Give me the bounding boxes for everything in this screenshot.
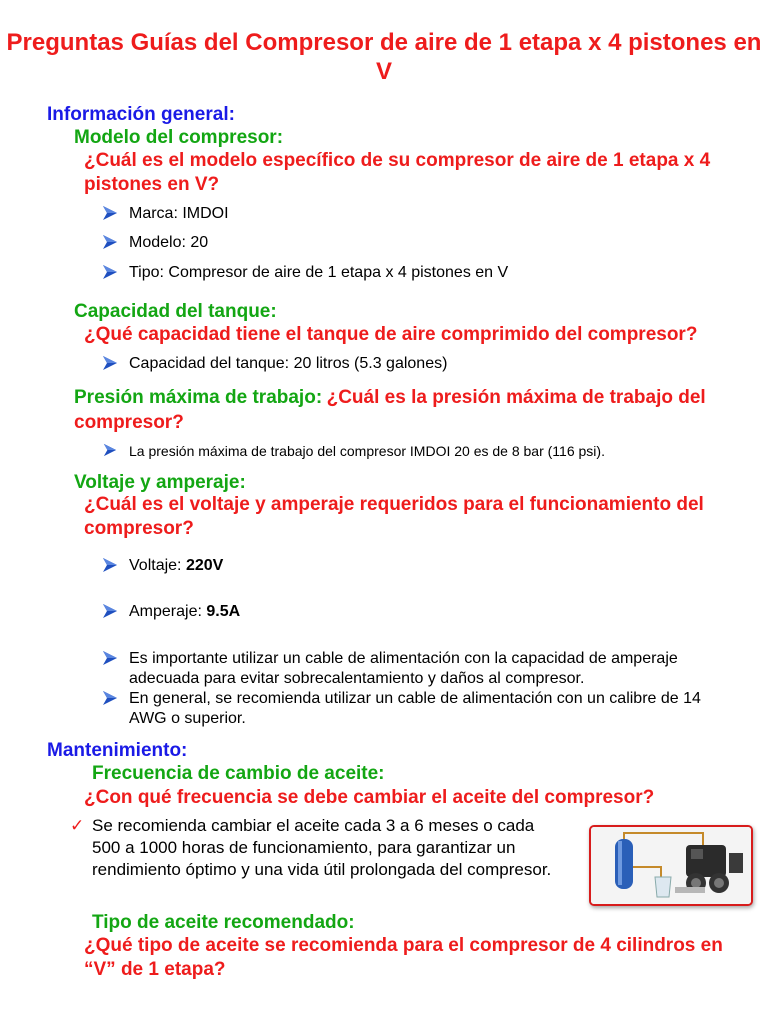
question-voltage: ¿Cuál es el voltaje y amperaje requeridos para el funcionamiento del compresor?: [84, 494, 704, 539]
question-model: ¿Cuál es el modelo específico de su compresor de aire de 1 etapa x 4 pistones en V?: [84, 150, 711, 195]
list-item-gauge-note: En general, se recomienda utilizar un cable de alimentación con un calibre de 14 AWG o superior.: [129, 689, 729, 729]
compressor-photo: [589, 825, 753, 906]
question-oil-change: ¿Con qué frecuencia se debe cambiar el aceite del compresor?: [84, 787, 655, 808]
checkmark-icon: ✓: [70, 816, 85, 835]
subheading-oil-change: Frecuencia de cambio de aceite:: [92, 763, 385, 784]
arrow-bullet-icon: [103, 443, 117, 457]
question-oil-type: ¿Qué tipo de aceite se recomienda para el compresor de 4 cilindros en “V” de 1 etapa?: [84, 935, 723, 980]
compressor-illustration-icon: [591, 827, 751, 904]
subheading-tank: Capacidad del tanque:: [74, 301, 277, 322]
list-item-brand: Marca: IMDOI: [129, 204, 229, 224]
answer-oil-change: ✓ Se recomienda cambiar el aceite cada 3 a 6 meses o cada 500 a 1000 horas de funcionamiento, para garantizar un rendimiento óptimo y una vida útil prolongada del compresor.: [70, 816, 552, 879]
list-item-model: Modelo: 20: [129, 233, 208, 253]
section-heading-general: Información general:: [47, 104, 235, 125]
subheading-oil-type: Tipo de aceite recomendado:: [92, 912, 355, 933]
section-heading-maintenance: Mantenimiento:: [47, 740, 188, 761]
list-item-voltage: Voltaje: 220V: [129, 556, 223, 576]
question-pressure: ¿Cuál es la presión máxima de trabajo del compresor?: [74, 387, 706, 433]
subheading-pressure: Presión máxima de trabajo:: [74, 387, 323, 408]
list-item-type: Tipo: Compresor de aire de 1 etapa x 4 pistones en V: [129, 263, 508, 283]
arrow-bullet-icon: [102, 690, 118, 706]
arrow-bullet-icon: [102, 603, 118, 619]
subheading-model: Modelo del compresor:: [74, 127, 284, 148]
list-item-pressure: La presión máxima de trabajo del compresor IMDOI 20 es de 8 bar (116 psi).: [129, 441, 605, 461]
pressure-block: [74, 386, 744, 436]
list-item-cable-note: Es importante utilizar un cable de alimentación con la capacidad de amperaje adecuada para evitar sobrecalentamiento y daños al compresor.: [129, 649, 729, 689]
arrow-bullet-icon: [102, 234, 118, 250]
page-title: Preguntas Guías del Compresor de aire de 1 etapa x 4 pistones en V: [6, 29, 762, 85]
list-item-tank-capacity: Capacidad del tanque: 20 litros (5.3 galones): [129, 354, 447, 374]
subheading-voltage: Voltaje y amperaje:: [74, 472, 246, 493]
arrow-bullet-icon: [102, 205, 118, 221]
arrow-bullet-icon: [102, 650, 118, 666]
arrow-bullet-icon: [102, 355, 118, 371]
question-tank: ¿Qué capacidad tiene el tanque de aire comprimido del compresor?: [84, 324, 698, 345]
arrow-bullet-icon: [102, 557, 118, 573]
arrow-bullet-icon: [102, 264, 118, 280]
list-item-amperage: Amperaje: 9.5A: [129, 602, 240, 622]
